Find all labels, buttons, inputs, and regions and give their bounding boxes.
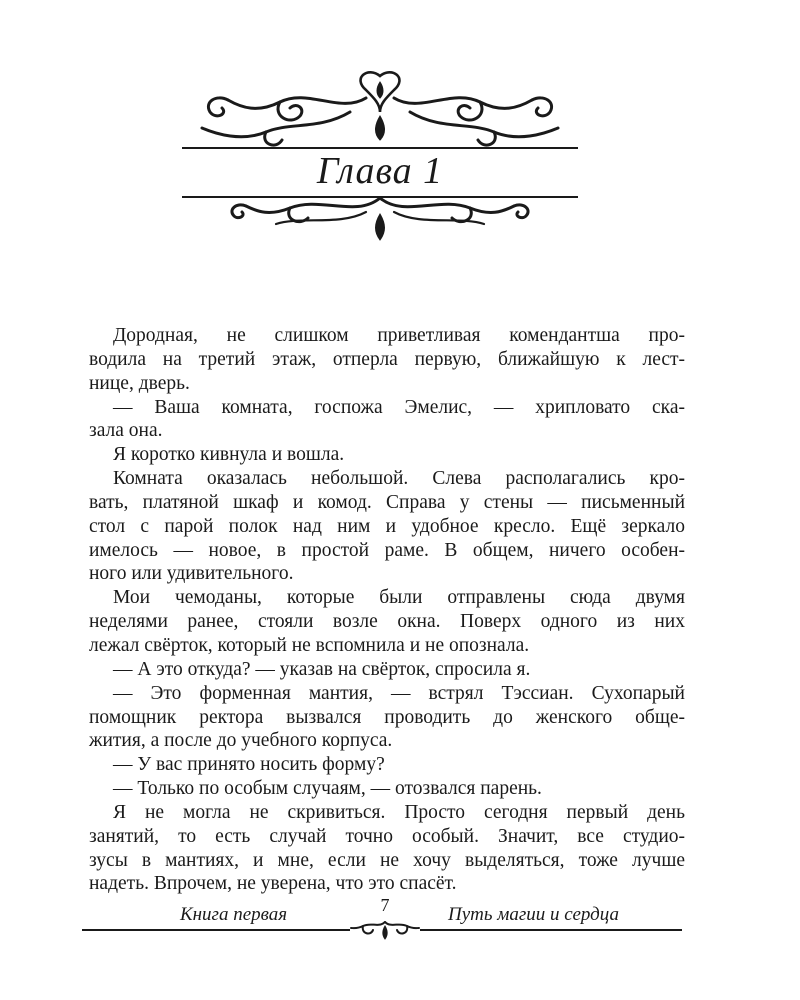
text-line: — А это откуда? — указав на свёрток, спросила я. xyxy=(113,658,531,680)
text-line: неделями ранее, стояли возле окна. Поверх одного из них xyxy=(89,611,685,633)
text-line: занятий, то есть случай точно особый. Значит, все студио- xyxy=(89,825,685,847)
page-number: 7 xyxy=(380,895,390,915)
text-line: ного или удивительного. xyxy=(89,563,294,585)
top-flourish-ornament xyxy=(180,68,580,158)
footer-flourish-icon xyxy=(349,916,421,942)
chapter-title: Глава 1 xyxy=(316,150,444,192)
footer-series-title: Путь магии и сердца xyxy=(448,904,620,925)
text-line: — У вас принято носить форму? xyxy=(113,754,385,776)
text-line: Я не могла не скривиться. Просто сегодня первый день xyxy=(113,801,685,823)
footer-right-rule xyxy=(420,929,682,931)
text-line: имелось — новое, в простой раме. В общем, ничего особен- xyxy=(89,539,685,561)
text-line: лежал свёрток, который не вспомнила и не опознала. xyxy=(89,634,530,656)
text-line: стол с парой полок над ним и удобное кресло. Ещё зеркало xyxy=(89,515,685,537)
text-line: нице, дверь. xyxy=(89,372,190,394)
chapter-body-text xyxy=(89,324,685,896)
text-line: Мои чемоданы, которые были отправлены сюда двумя xyxy=(113,587,685,609)
footer-book-title: Книга первая xyxy=(180,904,288,925)
footer-left-rule xyxy=(82,929,350,931)
text-line: помощник ректора вызвался проводить до женского обще- xyxy=(89,706,685,728)
text-line: надеть. Впрочем, не уверена, что это спасёт. xyxy=(89,873,457,895)
text-line: вать, платяной шкаф и комод. Справа у стены — письменный xyxy=(89,491,685,513)
text-line: зусы в мантиях, и мне, если не хочу выделяться, тоже лучше xyxy=(89,849,685,871)
text-line: жития, а после до учебного корпуса. xyxy=(89,730,393,752)
text-line: — Только по особым случаям, — отозвался парень. xyxy=(113,778,542,800)
text-line: Комната оказалась небольшой. Слева располагались кро- xyxy=(113,468,685,490)
bottom-flourish-ornament xyxy=(180,186,580,248)
text-line: — Ваша комната, госпожа Эмелис, — хрипловато ска- xyxy=(113,396,685,418)
text-line: зала она. xyxy=(89,420,163,442)
text-line: — Это форменная мантия, — встрял Тэссиан. Сухопарый xyxy=(113,682,685,704)
text-line: Дородная, не слишком приветливая комендантша про- xyxy=(113,325,685,346)
text-line: водила на третий этаж, отперла первую, ближайшую к лест- xyxy=(89,348,685,370)
text-line: Я коротко кивнула и вошла. xyxy=(113,444,345,466)
